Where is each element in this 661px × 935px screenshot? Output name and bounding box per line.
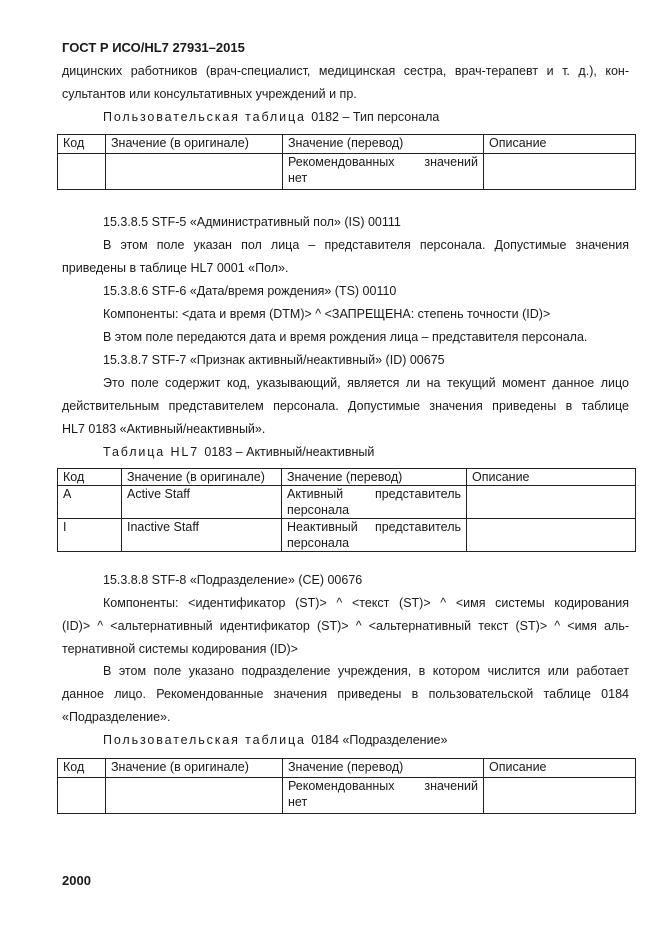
stf7-para-line-2: действительным представителем персонала. Допустимые значения приведены в таблице <box>62 399 629 413</box>
column-header: Описание <box>467 469 636 486</box>
table-0183-caption <box>103 445 374 459</box>
table-0184-caption-spaced: Пользовательская таблица <box>103 733 306 747</box>
original-cell: Inactive Staff <box>122 519 282 552</box>
table-cell <box>106 154 283 190</box>
table-0184-caption <box>103 733 447 747</box>
stf8-comp-line-3: тернативной системы кодирования (ID)> <box>62 642 298 656</box>
cell-text: персонала <box>287 503 350 517</box>
table-cell <box>58 154 106 190</box>
stf8-heading: 15.3.8.8 STF-8 «Подразделение» (CE) 00676 <box>103 573 363 587</box>
cell-text: персонала <box>287 536 350 550</box>
cell-text: Рекомендованных значений <box>288 155 478 169</box>
stf8-para-line-2: данное лицо. Рекомендованные значения приведены в пользовательской таблице 0184 <box>62 687 629 701</box>
table-0182 <box>57 134 636 190</box>
table-cell <box>283 778 484 814</box>
table-0183 <box>57 468 636 552</box>
stf5-heading: 15.3.8.5 STF-5 «Административный пол» (IS) 00111 <box>103 215 401 229</box>
stf8-para-line-3: «Подразделение». <box>62 710 171 724</box>
table-0182-caption-spaced: Пользовательская таблица <box>103 110 306 124</box>
intro-line-1: дицинских работников (врач-специалист, медицинская сестра, врач-терапевт и т. д.), кон- <box>62 64 629 78</box>
translation-cell <box>282 486 467 519</box>
table-row <box>58 154 636 190</box>
column-header: Описание <box>484 135 636 154</box>
code-cell: I <box>58 519 122 552</box>
cell-text: Рекомендованных значений <box>288 779 478 793</box>
table-cell <box>283 154 484 190</box>
cell-text: Активный представитель <box>287 487 461 501</box>
table-header-row <box>58 469 636 486</box>
stf5-para-line-2: приведены в таблице HL7 0001 «Пол». <box>62 261 289 275</box>
table-header-row <box>58 135 636 154</box>
original-cell: Active Staff <box>122 486 282 519</box>
translation-cell <box>282 519 467 552</box>
stf7-heading: 15.3.8.7 STF-7 «Признак активный/неактивный» (ID) 00675 <box>103 353 445 367</box>
stf8-comp-line-2: (ID)> ^ <альтернативный идентификатор (ST)> ^ <альтернативный текст (ST)> ^ <имя аль- <box>62 619 629 633</box>
stf8-para-line-1: В этом поле указано подразделение учреждения, в котором числится или работает <box>103 664 629 678</box>
table-0183-caption-rest: 0183 – Активный/неактивный <box>204 445 375 459</box>
intro-line-2: сультантов или консультативных учреждений и пр. <box>62 87 357 101</box>
table-0182-caption-rest: 0182 – Тип персонала <box>311 110 440 124</box>
table-0184 <box>57 758 636 814</box>
column-header: Код <box>58 135 106 154</box>
table-row <box>58 519 636 552</box>
description-cell <box>467 519 636 552</box>
table-cell <box>484 778 636 814</box>
table-cell <box>58 778 106 814</box>
table-row <box>58 486 636 519</box>
column-header: Описание <box>484 759 636 778</box>
column-header: Значение (перевод) <box>282 469 467 486</box>
column-header: Код <box>58 469 122 486</box>
stf6-heading: 15.3.8.6 STF-6 «Дата/время рождения» (TS) 00110 <box>103 284 397 298</box>
stf6-components: Компоненты: <дата и время (DTM)> ^ <ЗАПРЕЩЕНА: степень точности (ID)> <box>103 307 551 321</box>
table-cell <box>106 778 283 814</box>
table-row <box>58 778 636 814</box>
column-header: Значение (в оригинале) <box>122 469 282 486</box>
stf7-para-line-3: HL7 0183 «Активный/неактивный». <box>62 422 266 436</box>
document-header: ГОСТ Р ИСО/HL7 27931–2015 <box>62 40 245 55</box>
stf5-para-line-1: В этом поле указан пол лица – представителя персонала. Допустимые значения <box>103 238 629 252</box>
stf8-comp-line-1: Компоненты: <идентификатор (ST)> ^ <текст (ST)> ^ <имя системы кодирования <box>103 596 629 610</box>
column-header: Значение (перевод) <box>283 135 484 154</box>
table-0184-caption-rest: 0184 «Подразделение» <box>311 733 448 747</box>
table-0182-caption <box>103 110 439 124</box>
table-0183-caption-spaced: Таблица HL7 <box>103 445 200 459</box>
code-cell: A <box>58 486 122 519</box>
table-header-row <box>58 759 636 778</box>
column-header: Код <box>58 759 106 778</box>
column-header: Значение (перевод) <box>283 759 484 778</box>
column-header: Значение (в оригинале) <box>106 759 283 778</box>
column-header: Значение (в оригинале) <box>106 135 283 154</box>
cell-text: нет <box>288 795 308 809</box>
description-cell <box>467 486 636 519</box>
table-cell <box>484 154 636 190</box>
cell-text: нет <box>288 171 308 185</box>
cell-text: Неактивный представитель <box>287 520 461 534</box>
stf6-para: В этом поле передаются дата и время рождения лица – представителя персонала. <box>103 330 588 344</box>
stf7-para-line-1: Это поле содержит код, указывающий, является ли на текущий момент данное лицо <box>103 376 629 390</box>
page-number: 2000 <box>62 873 91 888</box>
